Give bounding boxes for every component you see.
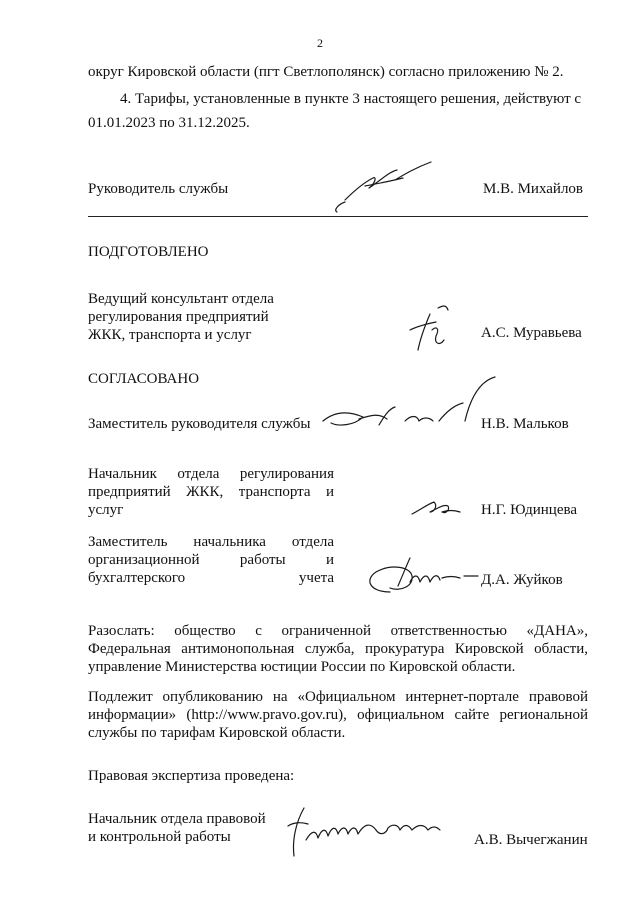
position-line: Начальник отдела регулирования xyxy=(88,466,334,482)
position-line: и контрольной работы xyxy=(88,829,231,845)
legal-review-signature xyxy=(280,800,455,860)
approved-heading: СОГЛАСОВАНО xyxy=(88,371,200,387)
position-line: предприятий ЖКК, транспорта и xyxy=(88,484,334,500)
position-line: организационной работы и xyxy=(88,552,334,568)
position-line: регулирования предприятий xyxy=(88,309,269,325)
position-line: ЖКК, транспорта и услуг xyxy=(88,327,252,343)
approver-3-position xyxy=(88,533,334,587)
distribution-list: Разослать: общество с ограниченной ответственностью «ДАНА», Федеральная антимонопольная служба, прокуратура Кировской области, управление Министерства юстиции России по Кировской области. xyxy=(88,623,588,675)
approver-1-name: Н.В. Мальков xyxy=(481,416,569,432)
head-name: М.В. Михайлов xyxy=(483,181,584,197)
position-line: бухгалтерского учета xyxy=(88,570,334,586)
position-line: Начальник отдела правовой xyxy=(88,811,266,827)
clause-4-line-2: 01.01.2023 по 31.12.2025. xyxy=(88,115,250,131)
head-signature xyxy=(325,160,435,220)
legal-review-name: А.В. Вычегжанин xyxy=(474,832,588,848)
divider-line xyxy=(88,216,588,217)
head-position: Руководитель службы xyxy=(88,181,229,197)
prepared-position xyxy=(88,290,274,344)
intro-line: округ Кировской области (пгт Светлополянск) согласно приложению № 2. xyxy=(88,64,564,80)
position-line: услуг xyxy=(88,502,124,518)
publication-note: Подлежит опубликованию на «Официальном интернет-портале правовой информации» (http://www.pravo.gov.ru), официальном сайте региональной службы по тарифам Кировской области. xyxy=(88,689,588,741)
approver-2-name: Н.Г. Юдинцева xyxy=(481,502,578,518)
legal-review-statement: Правовая экспертиза проведена: xyxy=(88,768,295,784)
prepared-heading: ПОДГОТОВЛЕНО xyxy=(88,244,209,260)
approver-2-signature xyxy=(408,492,468,522)
position-line: Ведущий консультант отдела xyxy=(88,291,274,307)
legal-review-position xyxy=(88,810,266,846)
approver-1-signature xyxy=(315,375,505,445)
approver-3-name: Д.А. Жуйков xyxy=(481,572,563,588)
clause-4-line-1: 4. Тарифы, установленные в пункте 3 настоящего решения, действуют с xyxy=(120,91,582,107)
position-line: Заместитель начальника отдела xyxy=(88,534,334,550)
prepared-signature xyxy=(400,300,460,360)
approver-1-position: Заместитель руководителя службы xyxy=(88,416,311,432)
prepared-name: А.С. Муравьева xyxy=(481,325,582,341)
page-number: 2 xyxy=(317,36,323,50)
approver-2-position xyxy=(88,465,334,519)
approver-3-signature xyxy=(360,552,485,602)
